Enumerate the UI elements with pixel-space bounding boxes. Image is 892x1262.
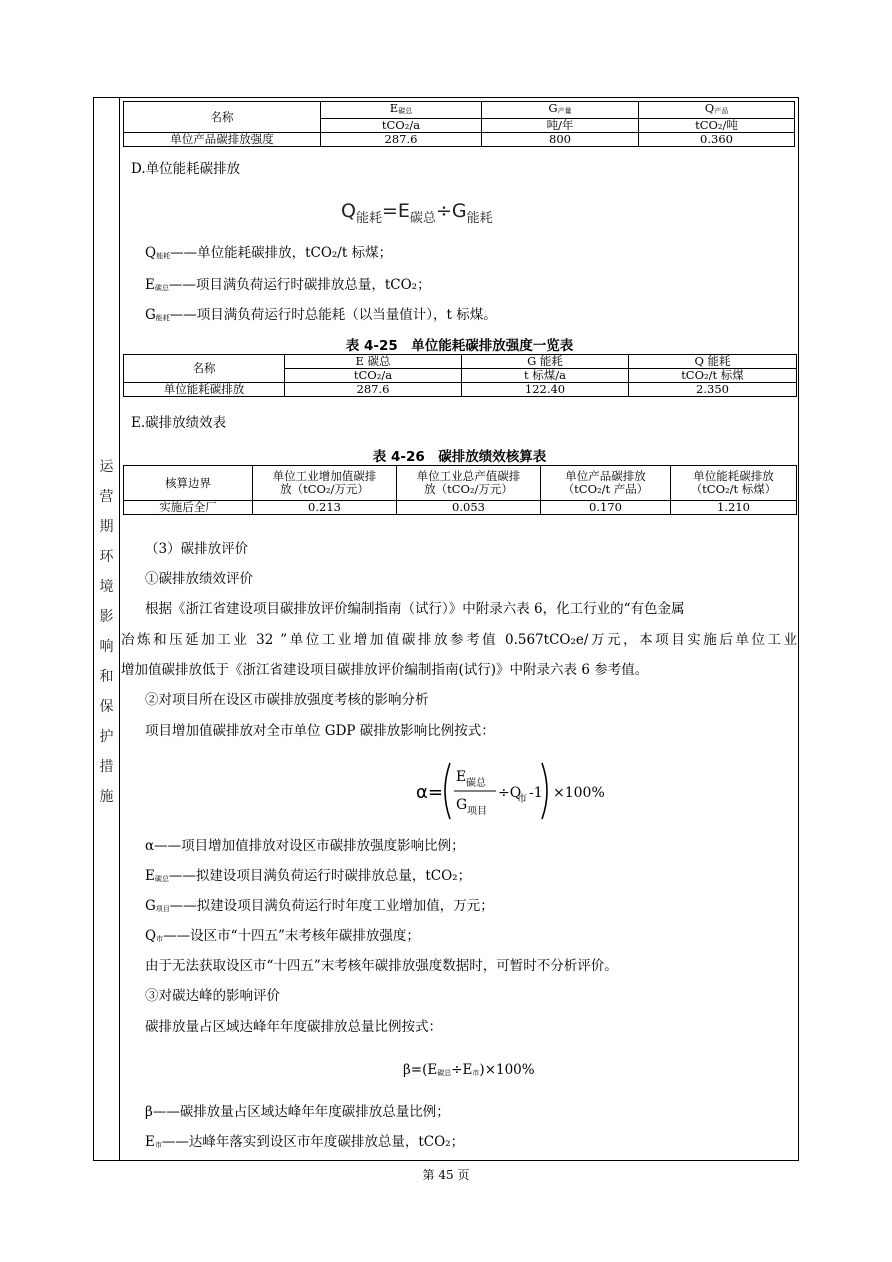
header-name: 名称	[124, 102, 321, 133]
eval-sub-1: ①碳排放绩效评价	[145, 571, 253, 587]
definition-line: β——碳排放量占区域达峰年年度碳排放总量比例；	[145, 1104, 450, 1120]
definition-line: Q市——设区市“十四五”末考核年碳排放强度；	[145, 928, 420, 944]
formula-alpha	[416, 757, 606, 827]
definition-line: E碳总——拟建设项目满负荷运行时碳排放总量，tCO₂；	[145, 868, 472, 884]
definition-line: E市——达峰年落实到设区市年度碳排放总量，tCO₂；	[145, 1134, 465, 1150]
side-label: 运 营 期 环 境 影 响 和 保 护 措 施	[99, 459, 114, 805]
definition-line: E碳总——项目满负荷运行时碳排放总量，tCO₂；	[145, 277, 431, 293]
definition-line: Q能耗——单位能耗碳排放，tCO₂/t 标煤；	[145, 245, 393, 261]
eval-sub-3: ③对碳达峰的影响评价	[145, 988, 280, 1004]
svg-text:÷Q: ÷Q	[498, 785, 522, 801]
paragraph: 由于无法获取设区市“十四五”末考核年碳排放强度数据时，可暂时不分析评价。	[145, 958, 618, 974]
page-number: 第 45 页	[422, 1168, 470, 1182]
svg-text:α=: α=	[416, 782, 443, 803]
svg-text:G: G	[456, 797, 468, 813]
section-e-heading: E.碳排放绩效表	[131, 415, 227, 431]
definition-line: G项目——拟建设项目满负荷运行时年度工业增加值，万元；	[145, 898, 494, 914]
table-426-caption: 表 4-26 碳排放绩效核算表	[372, 449, 547, 465]
paragraph: 冶炼和压延加工业 32 ”单位工业增加值碳排放参考值 0.567tCO₂e/万元，本项目实施后单位工业	[121, 632, 797, 648]
paragraph: 碳排放量占区域达峰年年度碳排放总量比例按式：	[145, 1019, 442, 1035]
definition-line: G能耗——项目满负荷运行时总能耗（以当量值计），t 标煤。	[145, 307, 497, 323]
svg-text:碳总: 碳总	[466, 778, 486, 789]
paragraph: 项目增加值碳排放对全市单位 GDP 碳排放影响比例按式：	[145, 723, 495, 739]
energy-intensity-table: 名称 E 碳总 G 能耗 Q 能耗 tCO₂/a t 标煤/a tCO₂/t 标煤 单位能耗碳排放 287.6 122.40 2.350	[123, 354, 797, 397]
svg-text:E: E	[456, 769, 467, 785]
svg-text:×100%: ×100%	[553, 785, 605, 801]
section-d-heading: D.单位能耗碳排放	[131, 161, 241, 177]
row-label: 单位能耗碳排放	[124, 383, 285, 397]
paragraph: 根据《浙江省建设项目碳排放评价编制指南（试行）》中附录六表 6，化工行业的“有色金属	[145, 601, 685, 617]
row-label: 单位产品碳排放强度	[124, 133, 321, 147]
table-425-caption: 表 4-25 单位能耗碳排放强度一览表	[345, 338, 574, 354]
formula-beta: β=(E碳总÷E市)×100%	[403, 1062, 535, 1078]
product-intensity-table: 名称 E碳总 G产量 Q产品 tCO₂/a 吨/年 tCO₂/吨 单位产品碳排放强度 287.6 800 0.360	[123, 101, 795, 147]
definition-line: α——项目增加值排放对设区市碳排放强度影响比例；	[145, 838, 465, 854]
svg-text:-1: -1	[529, 785, 543, 801]
eval-sub-2: ②对项目所在设区市碳排放强度考核的影响分析	[145, 692, 429, 708]
svg-text:项目: 项目	[467, 806, 487, 817]
svg-text:市: 市	[517, 794, 527, 805]
carbon-performance-table: 核算边界 单位工业增加值碳排 放（tCO₂/万元） 单位工业总产值碳排 放（tCO₂/万元） 单位产品碳排放 （tCO₂/t 产品） 单位能耗碳排放 （tCO₂/t 标煤） 实施后全厂 0.213 0.053 0.170 1.210	[123, 465, 797, 515]
eval-heading: （3）碳排放评价	[145, 541, 249, 557]
row-label: 实施后全厂	[124, 501, 253, 515]
formula-energy-intensity: $Q_{能耗}=E_{碳总}\div G_{能耗}$	[341, 200, 493, 226]
paragraph: 增加值碳排放低于《浙江省建设项目碳排放评价编制指南(试行)》中附录六表 6 参考值。	[121, 662, 649, 678]
